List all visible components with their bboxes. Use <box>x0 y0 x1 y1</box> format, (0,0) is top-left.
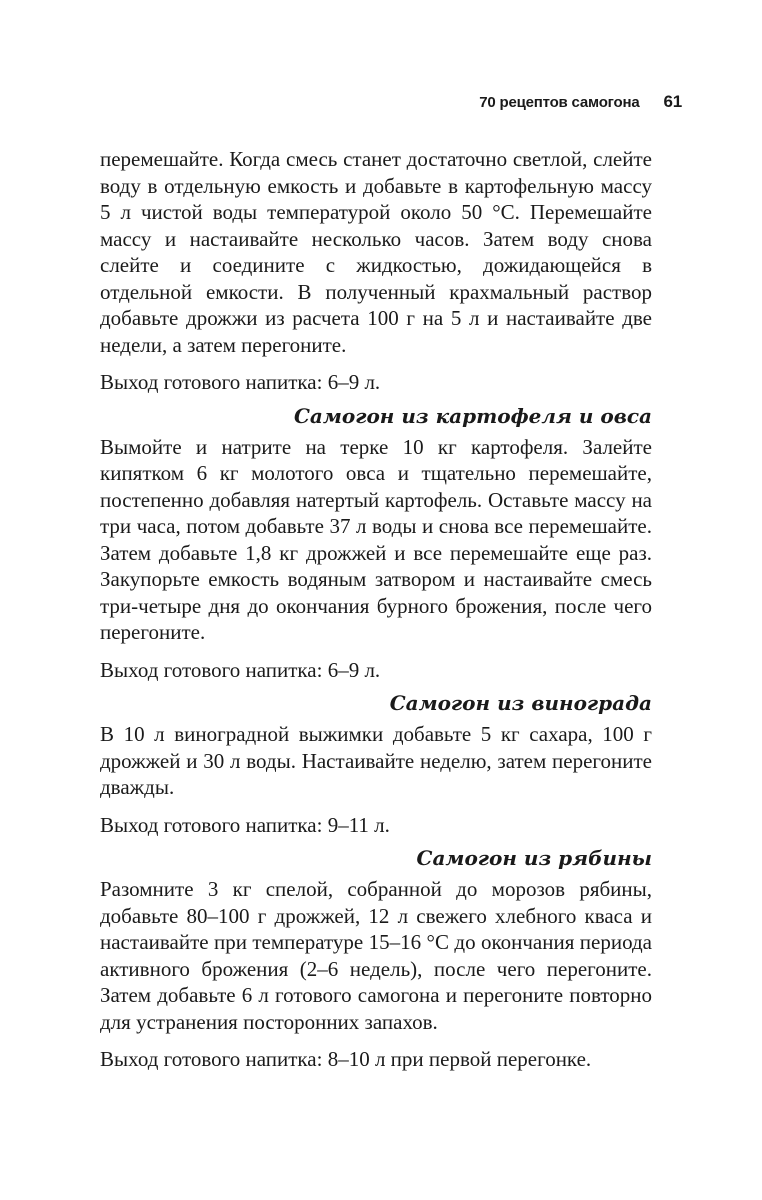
yield-line: Выход готового напитка: 9–11 л. <box>100 812 390 837</box>
paragraph-continued: перемешайте. Когда смесь станет достаточно светлой, слейте воду в отдельную емкость и добавьте в картофельную массу 5 л чистой воды температурой около 50 °С. Перемешайте массу и настаивайте несколько часов. Затем воду снова слейте и соедините с жидкостью, дожидающейся в отдельной емкости. В полученный крахмальный раствор добавьте дрожжи из расчета 100 г на 5 л и настаивайте две недели, а затем перегоните. <box>100 147 652 357</box>
recipe-heading: Самогон из картофеля и овса <box>293 403 652 428</box>
recipe-heading: Самогон из рябины <box>416 846 652 870</box>
page-number: 61 <box>663 92 682 111</box>
running-head <box>100 92 682 112</box>
recipe-paragraph: Разомните 3 кг спелой, собранной до морозов рябины, добавьте 80–100 г дрожжей, 12 л свежего хлебного кваса и настаивайте при температуре 15–16 °С до окончания периода активного брожения (2–6 недель), после чего перегоните. Затем добавьте 6 л готового самогона и перегоните повторно для устранения посторонних запахов. <box>100 877 652 1034</box>
yield-line: Выход готового напитка: 6–9 л. <box>100 657 381 682</box>
recipe-paragraph: В 10 л виноградной выжимки добавьте 5 кг сахара, 100 г дрожжей и 30 л воды. Настаивайте неделю, затем перегоните дважды. <box>100 722 652 799</box>
book-title: 70 рецептов самогона <box>479 94 640 111</box>
recipe-paragraph: Вымойте и натрите на терке 10 кг картофеля. Залейте кипятком 6 кг молотого овса и тщательно перемешайте, постепенно добавляя натертый картофель. Оставьте массу на три часа, потом добавьте 37 л воды и снова все перемешайте. Затем добавьте 1,8 кг дрожжей и все перемешайте еще раз. Закупорьте емкость водяным затвором и настаивайте смесь три-четыре дня до окончания бурного брожения, после чего перегоните. <box>100 434 652 644</box>
page-body <box>100 146 652 1079</box>
yield-line: Выход готового напитка: 6–9 л. <box>100 370 381 394</box>
recipe-heading: Самогон из винограда <box>389 691 652 715</box>
yield-line: Выход готового напитка: 8–10 л при первой перегонке. <box>100 1047 592 1071</box>
